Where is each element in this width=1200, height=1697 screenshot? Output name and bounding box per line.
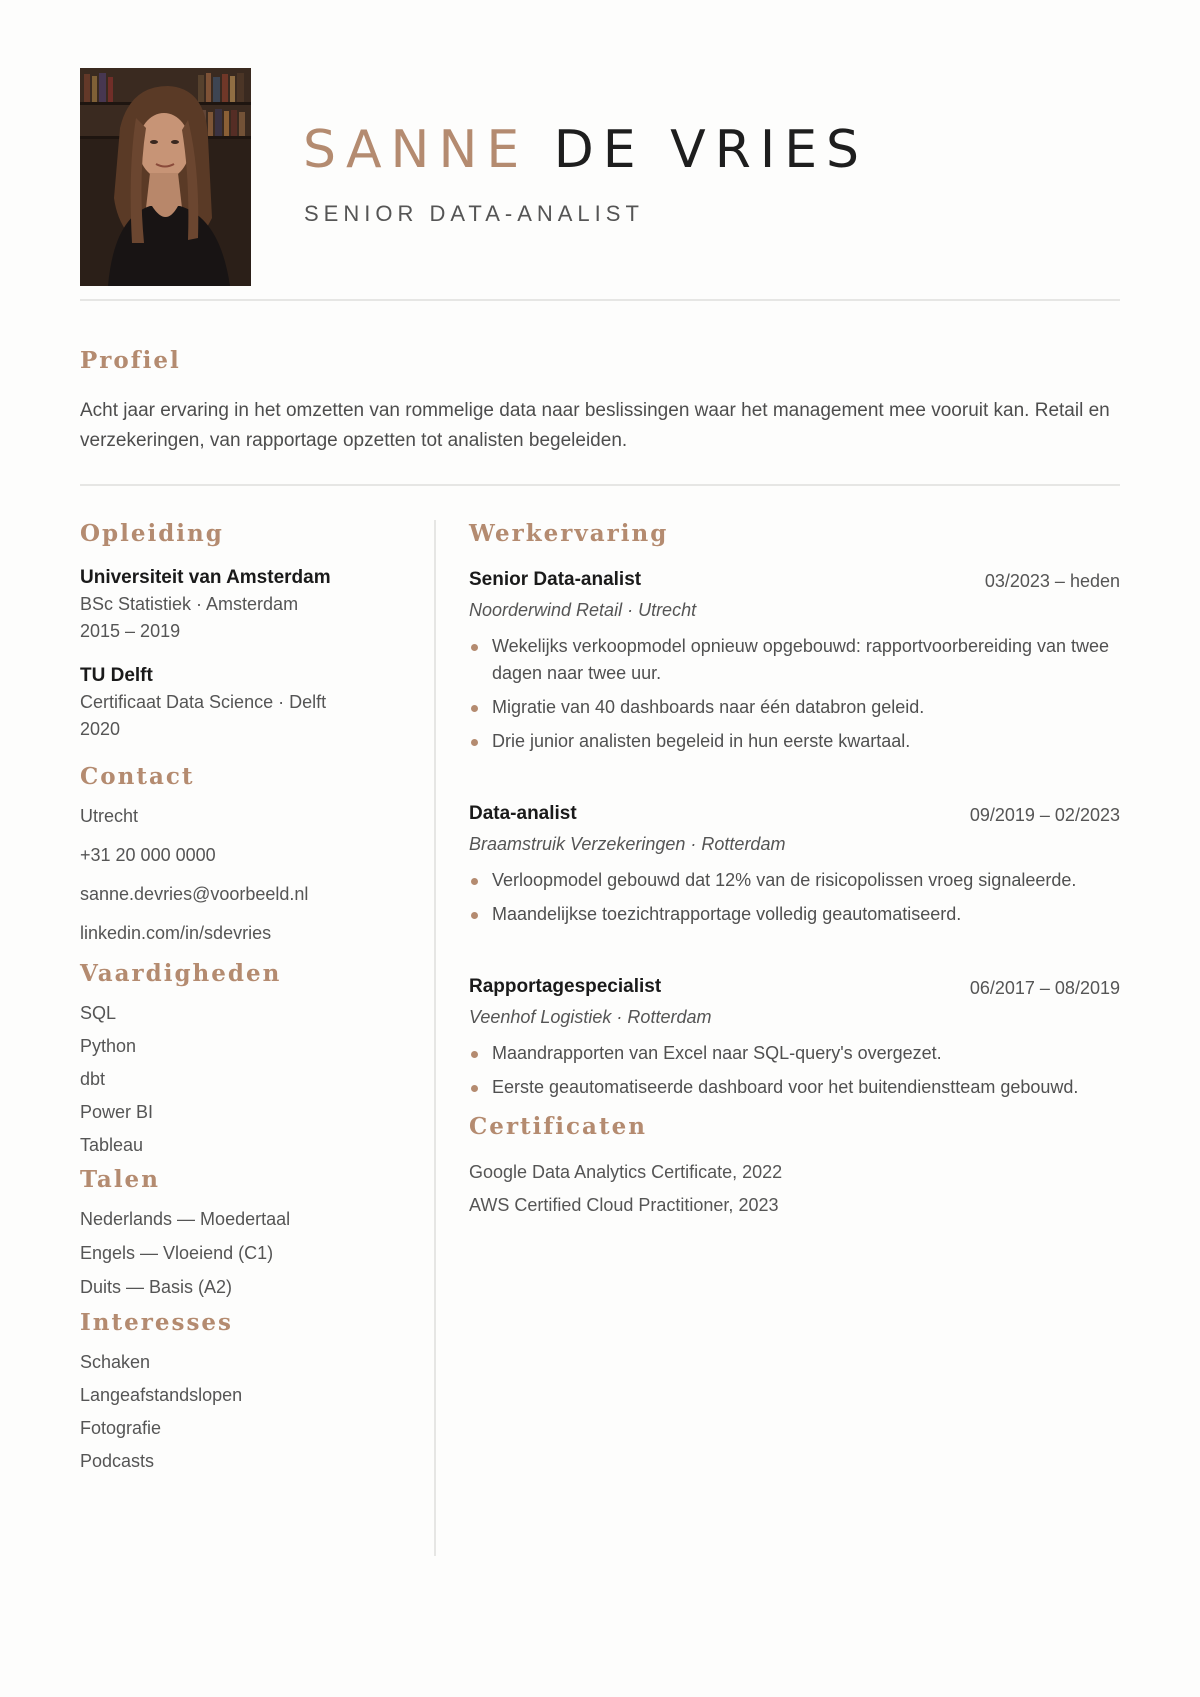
interest-item: Podcasts [80,1451,155,1471]
skill-item: Power BI [80,1102,154,1122]
education-section [80,522,420,743]
job-bullet: Maandelijkse toezichtrapportage volledig geautomatiseerd. [469,901,1120,928]
left-column [80,522,420,1484]
profile-section [80,349,1120,456]
skills-heading: Vaardigheden [80,960,282,987]
column-divider [434,520,436,1556]
certificates-section [469,1115,1120,1216]
education-school: Universiteit van Amsterdam [80,567,331,588]
interest-item: Fotografie [80,1418,162,1438]
language-item: Nederlands — Moedertaal [80,1209,291,1229]
job-bullets [469,867,1120,928]
contact-location: Utrecht [80,806,139,826]
certificate-item: AWS Certified Cloud Practitioner, 2023 [469,1195,779,1215]
job-bullet: Migratie van 40 dashboards naar één databron geleid. [469,694,1120,721]
interests-section [80,1311,420,1471]
interests-list [80,1352,420,1471]
job-bullets [469,1040,1120,1101]
first-name: SANNE [303,120,529,180]
certificate-item: Google Data Analytics Certificate, 2022 [469,1162,783,1182]
job-bullet: Drie junior analisten begeleid in hun eerste kwartaal. [469,728,1120,755]
education-detail: BSc Statistiek · Amsterdam [80,594,299,614]
interests-heading: Interesses [80,1309,233,1336]
contact-heading: Contact [80,763,195,790]
job-dates: 06/2017 – 08/2019 [969,978,1120,998]
job-bullet: Maandrapporten van Excel naar SQL-query's overgezet. [469,1040,1120,1067]
contact-linkedin: linkedin.com/in/sdevries [80,923,272,943]
job-company: Braamstruik Verzekeringen · Rotterdam [469,834,786,854]
education-school: TU Delft [80,665,153,686]
education-detail: Certificaat Data Science · Delft [80,692,327,712]
job-title: SENIOR DATA-ANALIST [304,201,644,226]
contact-email: sanne.devries@voorbeeld.nl [80,884,309,904]
divider [80,299,1120,301]
experience-section [469,522,1120,1101]
certificates-list [469,1161,1120,1216]
languages-list [80,1209,420,1297]
job-role: Rapportagespecialist [469,976,662,997]
job-company: Veenhof Logistiek · Rotterdam [469,1007,712,1027]
language-item: Duits — Basis (A2) [80,1277,233,1297]
language-item: Engels — Vloeiend (C1) [80,1243,274,1263]
languages-heading: Talen [80,1166,160,1193]
skill-item: Tableau [80,1135,144,1155]
skill-item: dbt [80,1069,106,1089]
skill-item: SQL [80,1003,117,1023]
certificates-heading: Certificaten [469,1113,647,1140]
profile-text: Acht jaar ervaring in het omzetten van rommelige data naar beslissingen waar het management mee vooruit kan. Retail en verzekeringen, van rapportage opzetten tot analisten begeleiden. [80,400,1110,451]
full-name [303,120,869,180]
job-bullet: Verloopmodel gebouwd dat 12% van de risicopolissen vroeg signaleerde. [469,867,1120,894]
education-item [80,565,420,645]
interest-item: Schaken [80,1352,151,1372]
last-name: DE VRIES [553,120,869,180]
divider [80,484,1120,486]
job-bullets [469,633,1120,755]
contact-section [80,765,420,943]
education-years: 2020 [80,719,121,739]
job-dates: 03/2023 – heden [984,571,1120,591]
education-item [80,663,420,743]
job-dates: 09/2019 – 02/2023 [969,805,1120,825]
interest-item: Langeafstandslopen [80,1385,243,1405]
job-entry [469,801,1120,928]
contact-phone: +31 20 000 0000 [80,845,216,865]
skills-list [80,1003,420,1155]
education-heading: Opleiding [80,520,224,547]
job-role: Senior Data-analist [469,569,642,590]
job-entry [469,974,1120,1101]
skill-item: Python [80,1036,137,1056]
job-bullet: Eerste geautomatiseerde dashboard voor het buitendienstteam gebouwd. [469,1074,1120,1101]
job-role: Data-analist [469,803,577,824]
job-bullet: Wekelijks verkoopmodel opnieuw opgebouwd: rapportvoorbereiding van twee dagen naar twee uur. [469,633,1120,687]
job-entry [469,567,1120,755]
resume-header [80,68,1120,286]
contact-list [80,806,420,943]
languages-section [80,1168,420,1297]
job-company: Noorderwind Retail · Utrecht [469,600,697,620]
education-years: 2015 – 2019 [80,621,181,641]
profile-heading: Profiel [80,347,181,374]
right-column [469,522,1120,1227]
profile-photo [80,68,251,286]
experience-heading: Werkervaring [469,520,669,547]
skills-section [80,962,420,1155]
resume-page [80,0,1120,1697]
